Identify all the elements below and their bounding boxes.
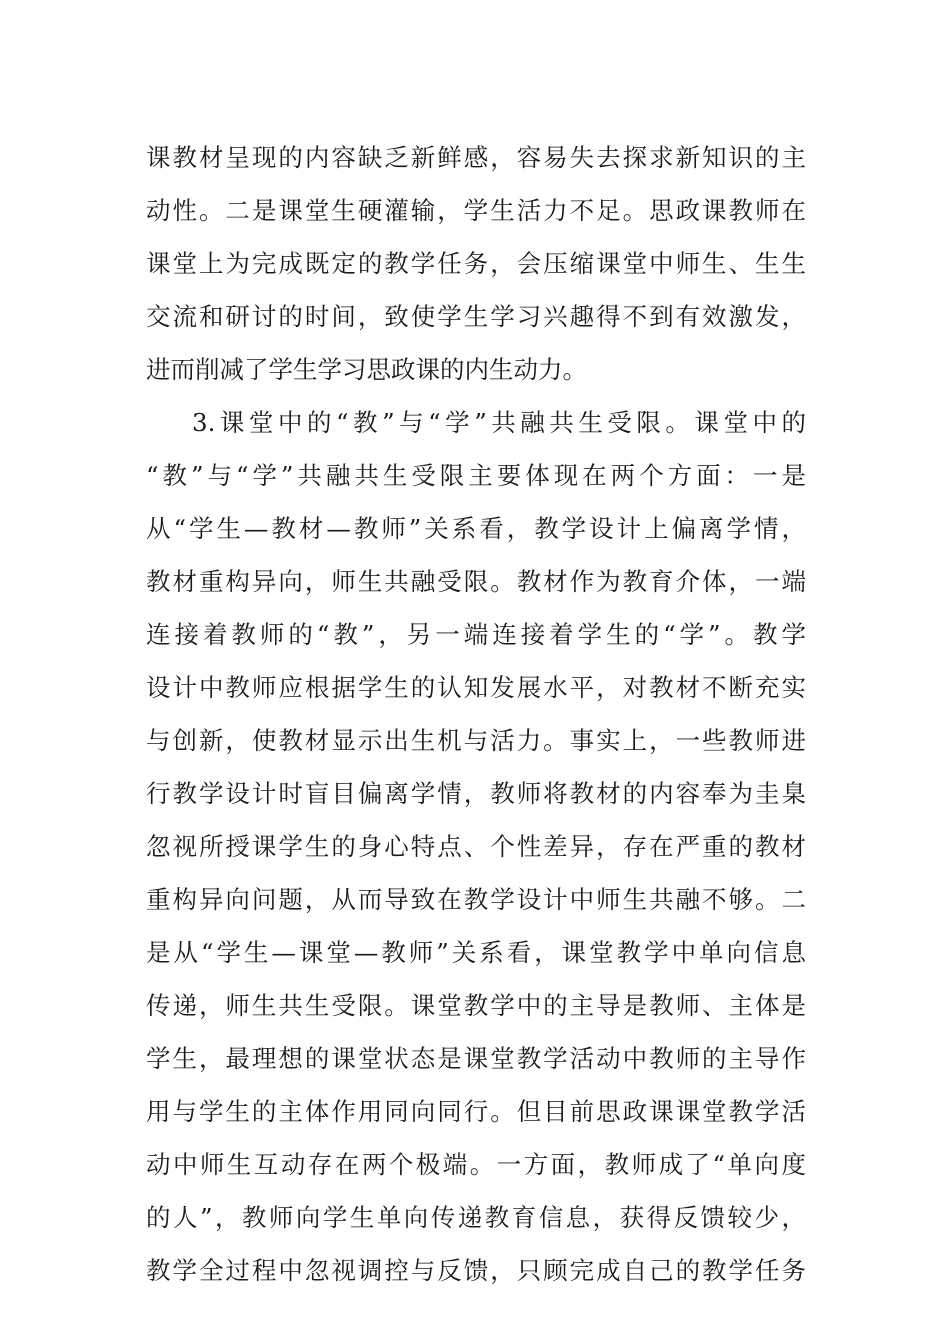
text-line: 与创新，使教材显示出生机与活力。事实上，一些教师进 <box>146 726 806 755</box>
text-line: “教”与“学”共融共生受限主要体现在两个方面：一是 <box>146 461 806 490</box>
text-line: 进而削减了学生学习思政课的内生动力。 <box>146 355 587 384</box>
text-line: 课堂上为完成既定的教学任务，会压缩课堂中师生、生生 <box>146 249 806 278</box>
text-line: 动性。二是课堂生硬灌输，学生活力不足。思政课教师在 <box>146 196 806 225</box>
text-line: 教材重构异向，师生共融受限。教材作为教育介体，一端 <box>146 567 806 596</box>
text-line: 忽视所授课学生的身心特点、个性差异，存在严重的教材 <box>146 832 806 861</box>
text-line: 动中师生互动存在两个极端。一方面，教师成了“单向度 <box>146 1150 806 1179</box>
body-text <box>146 131 806 1297</box>
text-line: 课教材呈现的内容缺乏新鲜感，容易失去探求新知识的主 <box>146 143 806 172</box>
text-line: 的人”，教师向学生单向传递教育信息，获得反馈较少， <box>146 1203 806 1232</box>
text-line: 行教学设计时盲目偏离学情，教师将教材的内容奉为圭臬 <box>146 779 806 808</box>
text-line: 重构异向问题，从而导致在教学设计中师生共融不够。二 <box>146 885 806 914</box>
text-line: 是从“学生—课堂—教师”关系看，课堂教学中单向信息 <box>146 938 806 967</box>
text-line: 交流和研讨的时间，致使学生学习兴趣得不到有效激发， <box>146 302 806 331</box>
section-heading-line: 3.课堂中的“教”与“学”共融共生受限。课堂中的 <box>192 408 806 437</box>
text-line: 传递，师生共生受限。课堂教学中的主导是教师、主体是 <box>146 991 806 1020</box>
text-line: 教学全过程中忽视调控与反馈，只顾完成自己的教学任务 <box>146 1256 806 1285</box>
text-line: 设计中教师应根据学生的认知发展水平，对教材不断充实 <box>146 673 806 702</box>
text-line: 从“学生—教材—教师”关系看，教学设计上偏离学情， <box>146 514 806 543</box>
text-line: 连接着教师的“教”，另一端连接着学生的“学”。教学 <box>146 620 806 649</box>
text-line: 用与学生的主体作用同向同行。但目前思政课课堂教学活 <box>146 1097 806 1126</box>
text-line: 学生，最理想的课堂状态是课堂教学活动中教师的主导作 <box>146 1044 806 1073</box>
